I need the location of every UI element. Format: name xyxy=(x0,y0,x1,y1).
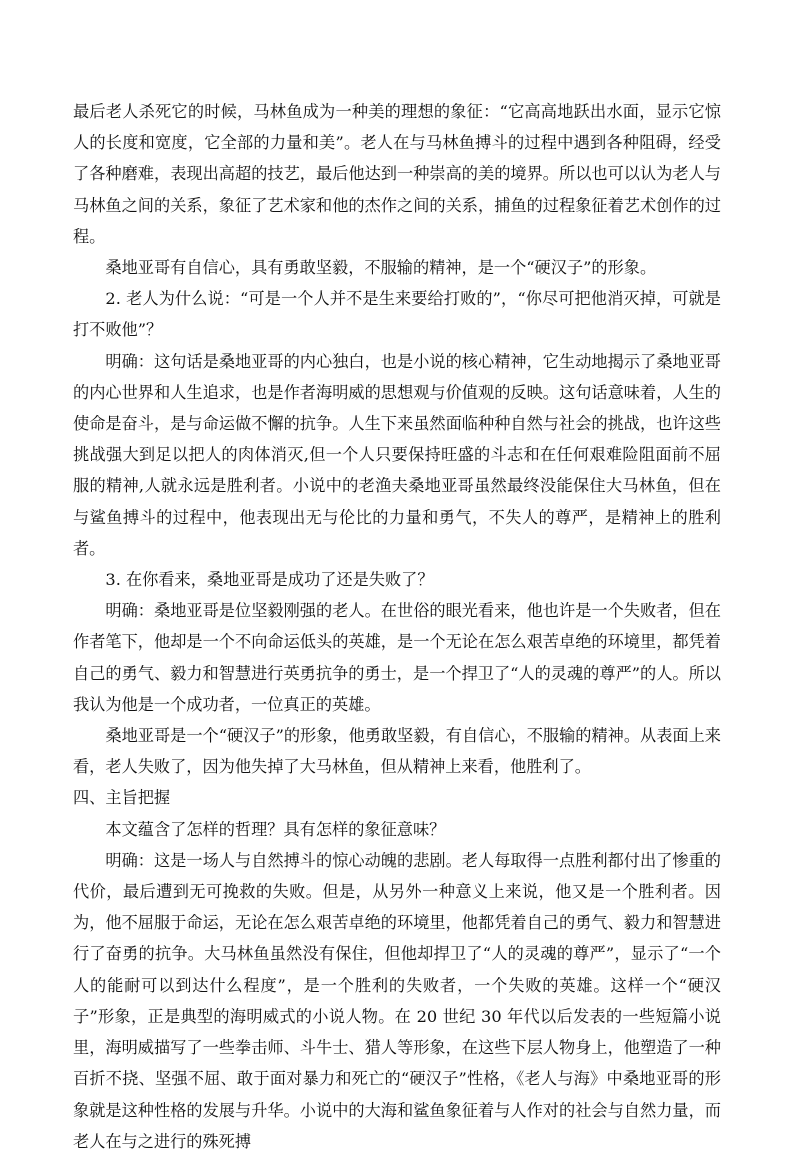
question-3: 3. 在你看来，桑地亚哥是成功了还是失败了？ xyxy=(105,570,434,590)
theme-question: 本文蕴含了怎样的哲理？具有怎样的象征意味？ xyxy=(105,819,446,839)
section-heading-theme: 四、主旨把握 xyxy=(73,788,171,808)
theme-answer: 明确：这是一场人与自然搏斗的惊心动魄的悲剧。老人每取得一点胜利都付出了惨重的代价，最后遭到无可挽救的失败。但是，从另外一种意义上来说，他又是一个胜利者。因为，他不屈服于命运，无论在怎么艰苦卓绝的环境里，他都凭着自己的勇气、毅力和智慧进行了奋勇的抗争。大马林鱼虽然没有保住，但他却捍卫了“人的灵魂的尊严”，显示了“一个人的能耐可以到达什么程度”，是一个胜利的失败者，一个失败的英雄。这样一个“硬汉子”形象，正是典型的海明威式的小说人物。在 20 世纪 30 年代以后发表的一些短篇小说里，海明威描写了一些拳击师、斗牛士、猎人等形象，在这些下层人物身上，他塑造了一种百折不挠、坚强不屈、敢于面对暴力和死亡的“硬汉子”性格，《老人与海》中桑地亚哥的形象就是这种性格的发展与升华。小说中的大海和鲨鱼象征着与人作对的社会与自然力量，而老人在与之进行的殊死搏 xyxy=(73,850,721,1151)
paragraph-tough-guy-summary: 桑地亚哥有自信心，具有勇敢坚毅，不服输的精神，是一个“硬汉子”的形象。 xyxy=(105,258,657,278)
paragraph-marlin-symbol: 最后老人杀死它的时候，马林鱼成为一种美的理想的象征：“它高高地跃出水面，显示它惊人的长度和宽度，它全部的力量和美”。老人在与马林鱼搏斗的过程中遇到各种阻碍，经受了各种磨难，表现出高超的技艺，最后他达到一种崇高的美的境界。所以也可以认为老人与马林鱼之间的关系，象征了艺术家和他的杰作之间的关系，捕鱼的过程象征着艺术创作的过程。 xyxy=(73,102,721,246)
answer-3: 明确：桑地亚哥是位坚毅刚强的老人。在世俗的眼光看来，他也许是一个失败者，但在作者笔下，他却是一个不向命运低头的英雄，是一个无论在怎么艰苦卓绝的环境里，都凭着自己的勇气、毅力和智慧进行英勇抗争的勇士，是一个捍卫了“人的灵魂的尊严”的人。所以我认为他是一个成功者，一位真正的英雄。 xyxy=(73,601,721,714)
document-body xyxy=(73,96,721,1157)
paragraph-tough-guy-victory: 桑地亚哥是一个“硬汉子”的形象，他勇敢坚毅，有自信心，不服输的精神。从表面上来看，老人失败了，因为他失掉了大马林鱼，但从精神上来看，他胜利了。 xyxy=(73,726,721,777)
answer-2: 明确：这句话是桑地亚哥的内心独白，也是小说的核心精神，它生动地揭示了桑地亚哥的内心世界和人生追求，也是作者海明威的思想观与价值观的反映。这句话意味着，人生的使命是奋斗，是与命运做不懈的抗争。人生下来虽然面临种种自然与社会的挑战，也许这些挑战强大到足以把人的肉体消灭,但一个人只要保持旺盛的斗志和在任何艰难险阻面前不屈服的精神,人就永远是胜利者。小说中的老渔夫桑地亚哥虽然最终没能保住大马林鱼，但在与鲨鱼搏斗的过程中，他表现出无与伦比的力量和勇气，不失人的尊严，是精神上的胜利者。 xyxy=(73,351,721,558)
question-2: 2. 老人为什么说：“可是一个人并不是生来要给打败的”，“你尽可把他消灭掉，可就是打不败他”？ xyxy=(73,289,721,340)
